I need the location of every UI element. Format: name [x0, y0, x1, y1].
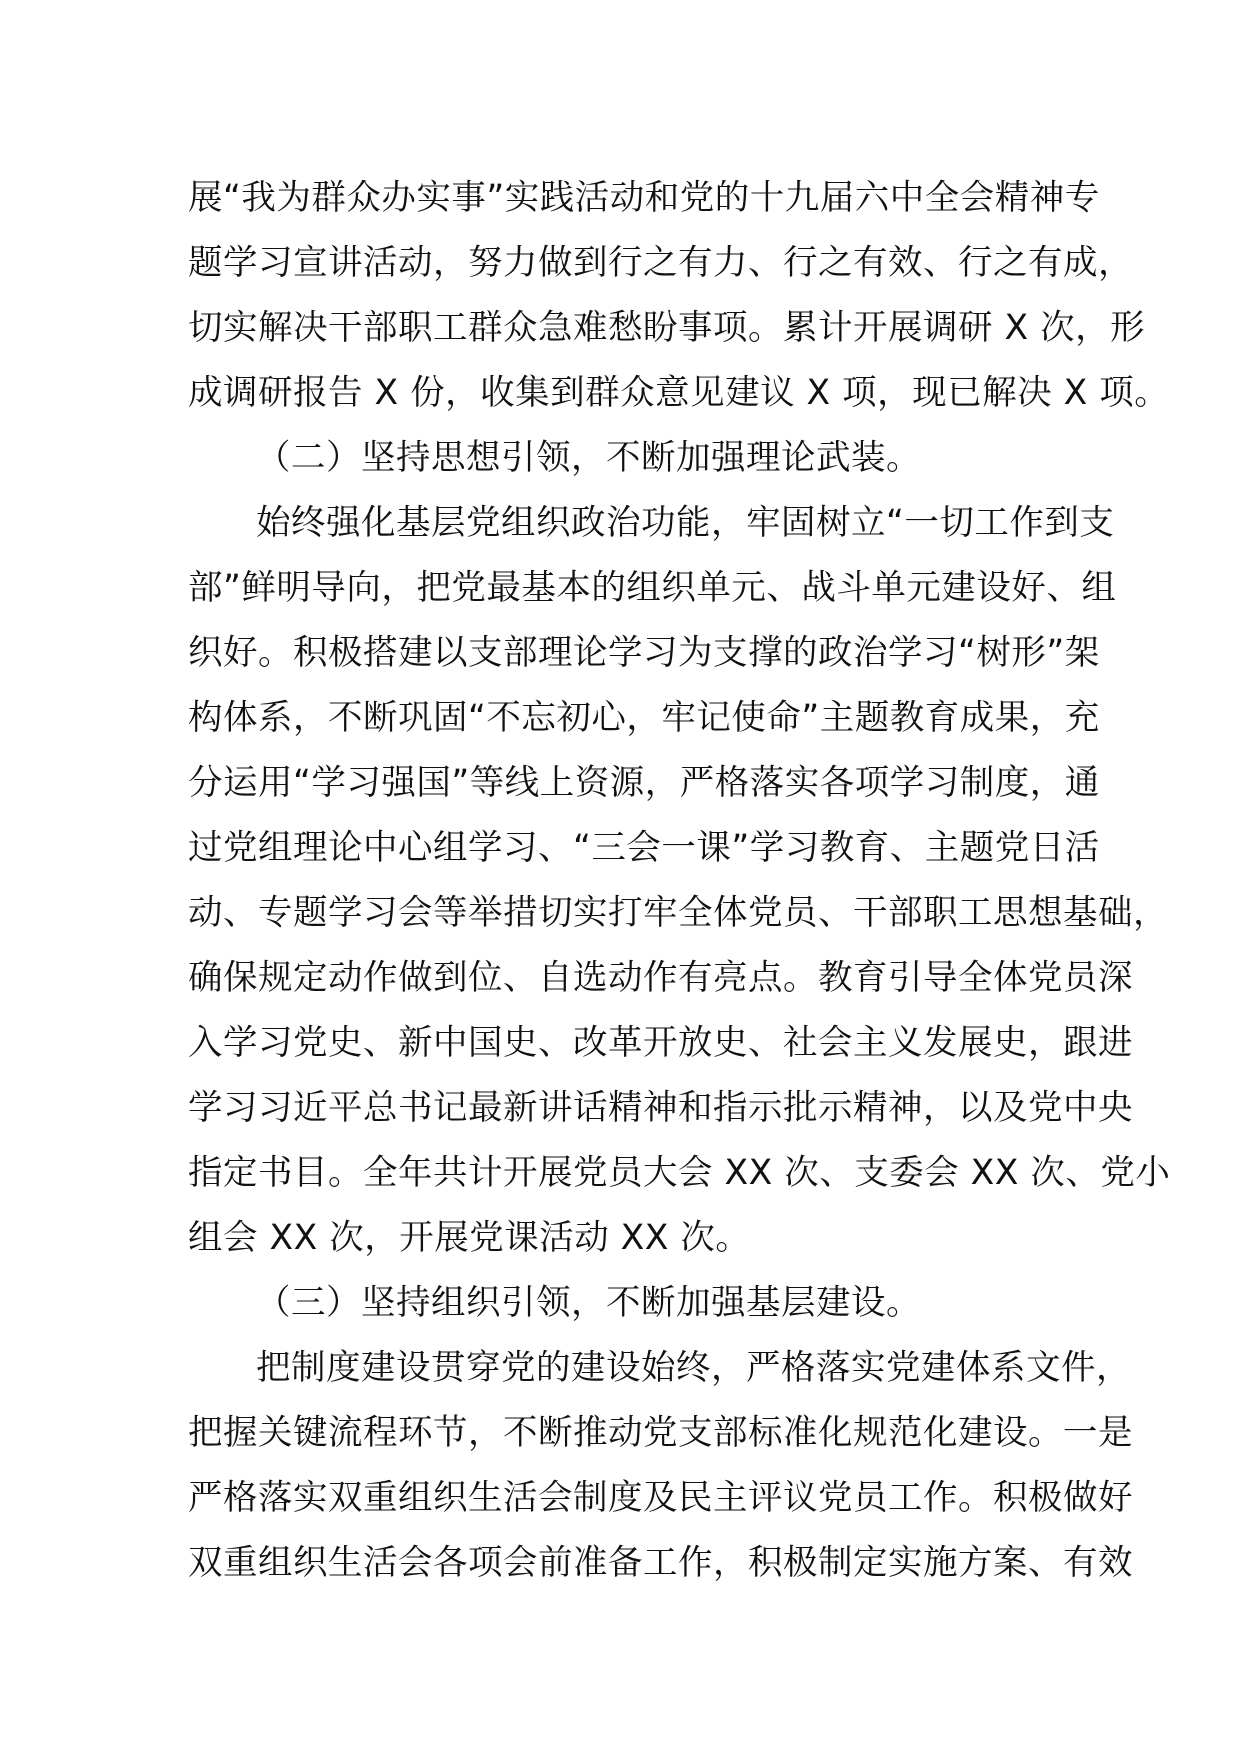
- paragraph-line: 切实解决干部职工群众急难愁盼事项。累计开展调研 X 次，形: [188, 308, 1146, 348]
- document-body: [188, 166, 1171, 1596]
- paragraph-line: 分运用“学习强国”等线上资源，严格落实各项学习制度，通: [188, 763, 1100, 803]
- paragraph-line: 动、专题学习会等举措切实打牢全体党员、干部职工思想基础，: [188, 893, 1168, 933]
- paragraph-line: 始终强化基层党组织政治功能，牢固树立“一切工作到支: [256, 503, 1115, 543]
- paragraph-line: 过党组理论中心组学习、“三会一课”学习教育、主题党日活: [188, 828, 1100, 868]
- paragraph-line: 展“我为群众办实事”实践活动和党的十九届六中全会精神专: [188, 178, 1100, 218]
- section-heading: （三）坚持组织引领，不断加强基层建设。: [256, 1283, 921, 1323]
- paragraph-line: 织好。积极搭建以支部理论学习为支撑的政治学习“树形”架: [188, 633, 1100, 673]
- paragraph-line: 把握关键流程环节，不断推动党支部标准化规范化建设。一是: [188, 1413, 1133, 1453]
- paragraph-line: 严格落实双重组织生活会制度及民主评议党员工作。积极做好: [188, 1478, 1133, 1518]
- paragraph-line: 指定书目。全年共计开展党员大会 XX 次、支委会 XX 次、党小: [188, 1153, 1171, 1193]
- paragraph-line: 构体系，不断巩固“不忘初心，牢记使命”主题教育成果，充: [188, 698, 1100, 738]
- paragraph-line: 学习习近平总书记最新讲话精神和指示批示精神，以及党中央: [188, 1088, 1133, 1128]
- paragraph-line: 确保规定动作做到位、自选动作有亮点。教育引导全体党员深: [188, 958, 1133, 998]
- paragraph-line: 部”鲜明导向，把党最基本的组织单元、战斗单元建设好、组: [188, 568, 1117, 608]
- paragraph-line: 把制度建设贯穿党的建设始终，严格落实党建体系文件，: [256, 1348, 1131, 1388]
- paragraph-line: 组会 XX 次，开展党课活动 XX 次。: [188, 1218, 751, 1258]
- paragraph-line: 题学习宣讲活动，努力做到行之有力、行之有效、行之有成，: [188, 243, 1133, 283]
- paragraph-line: 入学习党史、新中国史、改革开放史、社会主义发展史，跟进: [188, 1023, 1133, 1063]
- paragraph-line: 成调研报告 X 份，收集到群众意见建议 X 项，现已解决 X 项。: [188, 373, 1170, 413]
- section-heading: （二）坚持思想引领，不断加强理论武装。: [256, 438, 921, 478]
- paragraph-line: 双重组织生活会各项会前准备工作，积极制定实施方案、有效: [188, 1543, 1133, 1583]
